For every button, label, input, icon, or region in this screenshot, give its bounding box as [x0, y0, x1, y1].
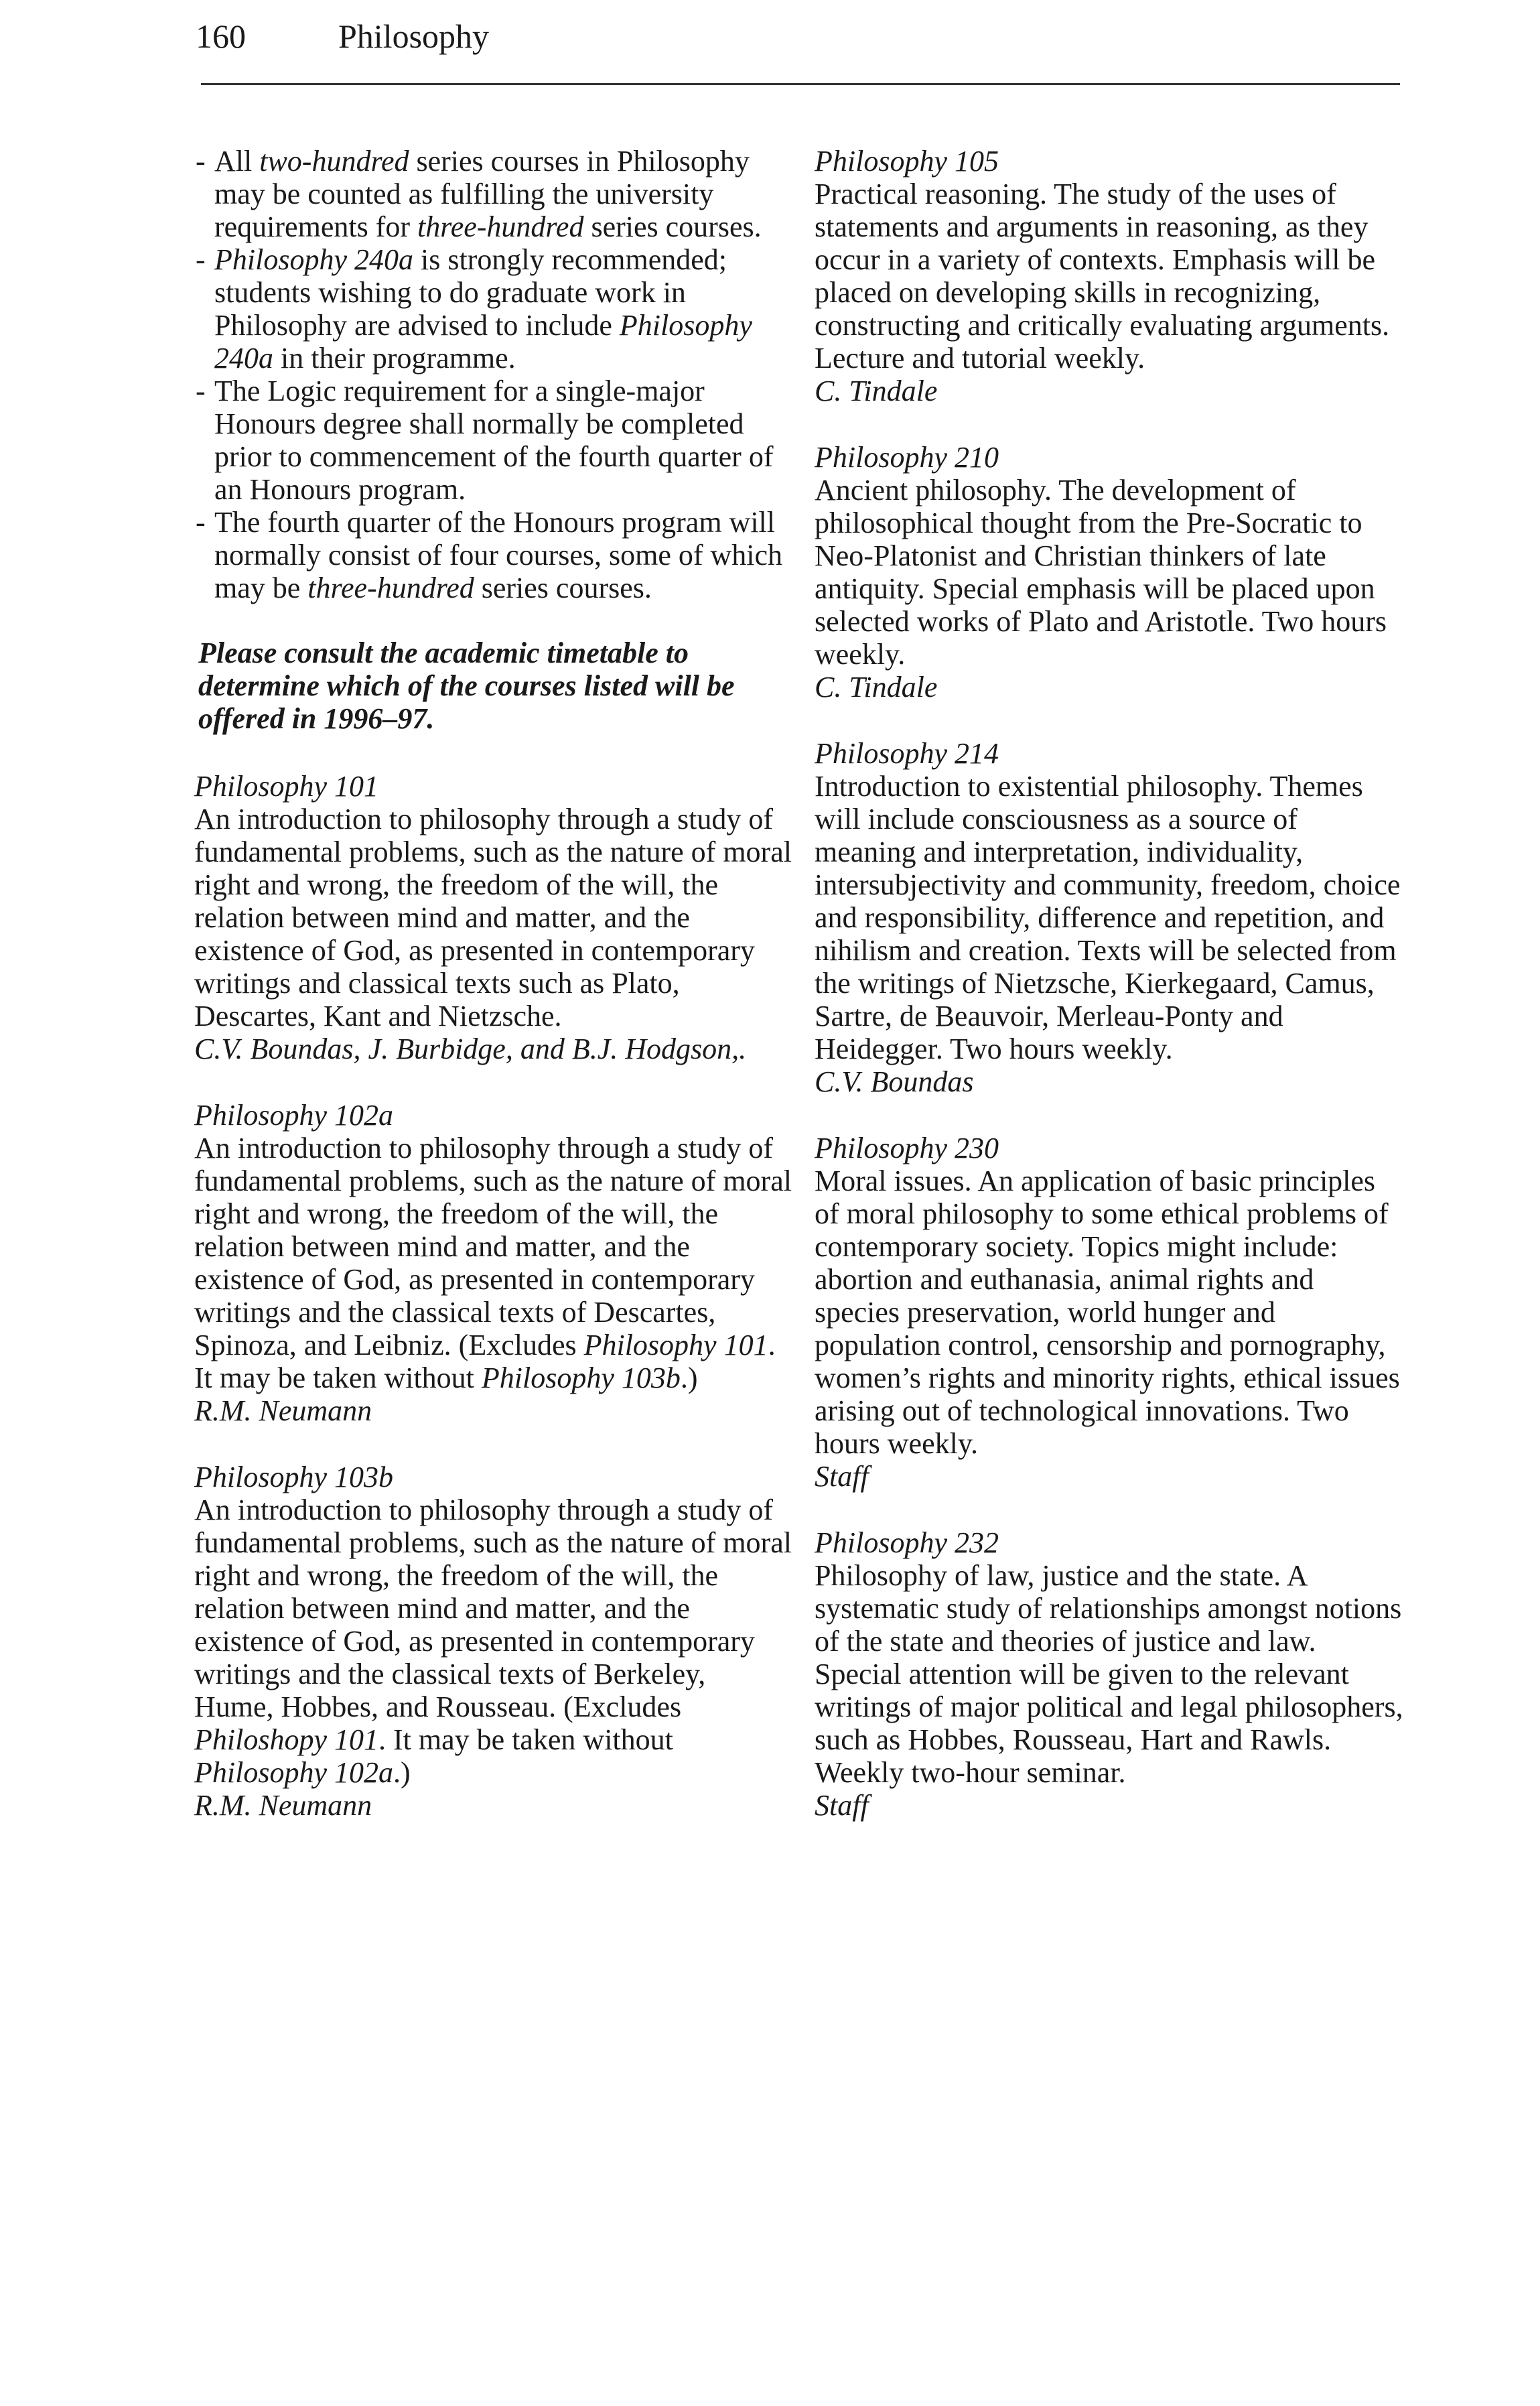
course-reference: Philosophy 101 — [583, 1329, 768, 1361]
course-description — [815, 1559, 1404, 1789]
course-description — [194, 1132, 792, 1394]
course-entry — [815, 145, 1404, 407]
requirement-text: All — [214, 145, 260, 178]
course-entry — [189, 770, 792, 1065]
requirement-text: series courses in Philosophy may be counted as fulfilling the university requirements for — [214, 145, 750, 243]
course-description — [815, 178, 1404, 375]
course-description-text: Practical reasoning. The study of the uses of statements and arguments in reasoning, as they occur in a variety of contexts. Emphasis will be placed on developing skills in recognizing, constructing and critically evaluating arguments. Lecture and tutorial weekly. — [815, 178, 1390, 375]
left-column — [189, 145, 792, 1855]
course-instructor: R.M. Neumann — [194, 1394, 372, 1427]
requirement-item — [189, 243, 792, 375]
course-title: Philosophy 232 — [815, 1526, 999, 1559]
requirement-emphasis: three-hundred — [307, 572, 474, 604]
right-course-list — [815, 145, 1404, 1822]
course-title: Philosophy 105 — [815, 145, 999, 178]
course-instructor: Staff — [815, 1789, 869, 1822]
course-instructor: C.V. Boundas, J. Burbidge, and B.J. Hodgson,. — [194, 1032, 747, 1065]
bullet-dash: - — [196, 506, 206, 539]
requirement-emphasis: two-hundred — [259, 145, 409, 178]
requirement-item — [189, 506, 792, 604]
requirement-text: The fourth quarter of the Honours program will normally consist of four courses, some of which may be — [214, 506, 783, 604]
course-entry — [815, 1526, 1404, 1822]
course-entry — [189, 1099, 792, 1427]
course-title: Philosophy 102a — [194, 1099, 393, 1132]
course-description-text: . It may be taken without — [378, 1723, 673, 1756]
course-description-text: . It may be taken without — [194, 1329, 776, 1394]
course-description-text: Ancient philosophy. The development of philosophical thought from the Pre-Socratic to Neo-Platonist and Christian thinkers of late antiquity. Special emphasis will be placed upon selected works of Plato and Aristotle. Two hours weekly. — [815, 474, 1387, 671]
course-title: Philosophy 101 — [194, 770, 378, 803]
course-instructor: C.V. Boundas — [815, 1065, 974, 1098]
course-title: Philosophy 214 — [815, 737, 999, 770]
course-description-text: Moral issues. An application of basic principles of moral philosophy to some ethical problems of contemporary society. Topics might include: abortion and euthanasia, animal rights and species preservation, world hunger and population control, censorship and pornography, women’s rights and minority rights, ethical issues arising out of technological innovations. Two hours weekly. — [815, 1164, 1400, 1460]
course-reference: Philosophy 103b — [481, 1361, 681, 1394]
right-column — [815, 145, 1404, 1855]
timetable-notice: Please consult the academic timetable to determine which of the courses listed will be offered in 1996–97. — [198, 637, 735, 735]
requirement-text: in their programme. — [273, 342, 516, 375]
course-entry — [815, 1132, 1404, 1493]
requirement-text: series courses. — [583, 210, 762, 243]
course-instructor: R.M. Neumann — [194, 1789, 372, 1822]
requirement-text: series courses. — [474, 572, 652, 604]
course-description-text: .) — [393, 1756, 411, 1789]
bullet-dash: - — [196, 375, 206, 407]
course-instructor: C. Tindale — [815, 671, 938, 704]
course-title: Philosophy 230 — [815, 1132, 999, 1164]
left-course-list — [189, 770, 792, 1822]
course-description-text: Philosophy of law, justice and the state. A systematic study of relationships amongst notions of the state and theories of justice and law. Special attention will be given to the relevant writings of major political and legal philosophers, such as Hobbes, Rousseau, Hart and Rawls. Weekly two-hour seminar. — [815, 1559, 1403, 1789]
header-rule — [201, 83, 1400, 85]
requirement-text: The Logic requirement for a single-major Honours degree shall normally be completed prior to commencement of the fourth quarter of an Honours program. — [214, 375, 774, 506]
requirement-item — [189, 145, 792, 243]
requirement-text: is strongly recommended; students wishing to do graduate work in Philosophy are advised to include — [214, 243, 727, 342]
course-description — [815, 1164, 1404, 1460]
course-reference: Philoshopy 101 — [194, 1723, 378, 1756]
course-entry — [815, 441, 1404, 704]
course-title: Philosophy 210 — [815, 441, 999, 474]
course-description-text: .) — [680, 1361, 698, 1394]
bullet-dash: - — [196, 243, 206, 276]
course-entry — [189, 1461, 792, 1822]
requirements-list — [189, 145, 792, 604]
course-description-text: Introduction to existential philosophy. Themes will include consciousness as a source of meaning and interpretation, individuality, intersubjectivity and community, freedom, choice and responsibility, difference and repetition, and nihilism and creation. Texts will be selected from the writings of Nietzsche, Kierkegaard, Camus, Sartre, de Beauvoir, Merleau-Ponty and Heidegger. Two hours weekly. — [815, 770, 1401, 1065]
course-description — [815, 770, 1404, 1065]
course-instructor: C. Tindale — [815, 375, 938, 407]
course-description-text: An introduction to philosophy through a study of fundamental problems, such as the nature of moral right and wrong, the freedom of the will, the relation between mind and matter, and the existence of God, as presented in contemporary writings and the classical texts of Descartes, Spinoza, and Leibniz. (Excludes — [194, 1132, 792, 1361]
course-description — [194, 1493, 792, 1789]
page-number: 160 — [196, 17, 246, 55]
requirement-emphasis: Philosophy 240a — [214, 309, 752, 375]
requirement-emphasis: Philosophy 240a — [214, 243, 413, 276]
page-header — [196, 9, 1401, 76]
bullet-dash: - — [196, 145, 206, 178]
course-description-text: An introduction to philosophy through a study of fundamental problems, such as the nature of moral right and wrong, the freedom of the will, the relation between mind and matter, and the existence of God, as presented in contemporary writings and classical texts such as Plato, Descartes, Kant and Nietzsche. — [194, 803, 792, 1032]
running-title: Philosophy — [338, 17, 490, 55]
course-reference: Philosophy 102a — [194, 1756, 393, 1789]
requirement-emphasis: three-hundred — [417, 210, 584, 243]
course-instructor: Staff — [815, 1460, 869, 1493]
requirement-item — [189, 375, 792, 506]
course-description — [815, 474, 1404, 671]
course-title: Philosophy 103b — [194, 1461, 393, 1493]
course-entry — [815, 737, 1404, 1098]
course-description-text: An introduction to philosophy through a study of fundamental problems, such as the nature of moral right and wrong, the freedom of the will, the relation between mind and matter, and the existence of God, as presented in contemporary writings and the classical texts of Berkeley, Hume, Hobbes, and Rousseau. (Excludes — [194, 1493, 792, 1723]
course-description — [194, 803, 792, 1032]
